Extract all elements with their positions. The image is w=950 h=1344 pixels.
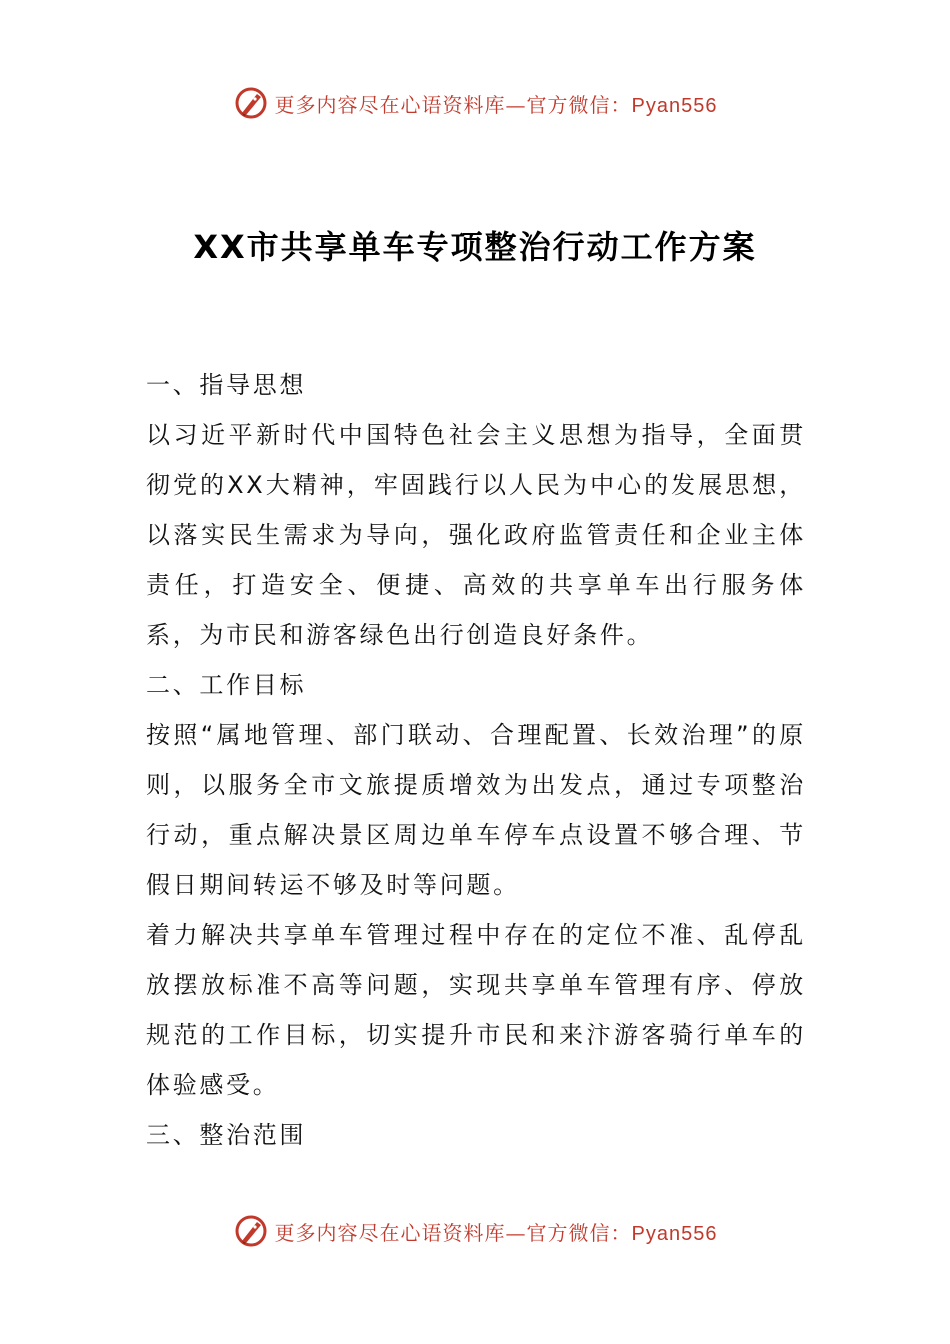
watermark-handle: Pyan556 — [631, 94, 718, 117]
paragraph-guiding-ideology: 以习近平新时代中国特色社会主义思想为指导，全面贯彻党的XX大精神，牢固践行以人民为中心的发展思想，以落实民生需求为导向，强化政府监管责任和企业主体责任，打造安全、便捷、高效的共享单车出行服务体系，为市民和游客绿色出行创造良好条件。 — [146, 421, 806, 649]
watermark-brand: 更多内容尽在心语资料库 — [274, 92, 506, 117]
watermark-text — [275, 89, 718, 118]
footer-watermark — [0, 1206, 950, 1256]
section-heading-scope: 三、整治范围 — [146, 1121, 307, 1149]
watermark-dash: — — [505, 92, 527, 117]
section-heading-guiding-ideology: 一、指导思想 — [146, 371, 307, 399]
paragraph-work-goals-1: 按照“属地管理、部门联动、合理配置、长效治理”的原则，以服务全市文旅提质增效为出发点，通过专项整治行动，重点解决景区周边单车停车点设置不够合理、节假日期间转运不够及时等问题。 — [146, 721, 806, 899]
pen-nib-logo-icon — [233, 1213, 269, 1249]
section-heading-work-goals: 二、工作目标 — [146, 671, 307, 699]
watermark-text — [275, 1217, 718, 1246]
watermark-handle: Pyan556 — [631, 1222, 718, 1245]
document-title: XX市共享单车专项整治行动工作方案 — [193, 228, 757, 266]
watermark-wechat-label: 官方微信： — [526, 92, 632, 117]
watermark-brand: 更多内容尽在心语资料库 — [274, 1220, 506, 1245]
paragraph-work-goals-2: 着力解决共享单车管理过程中存在的定位不准、乱停乱放摆放标准不高等问题，实现共享单车管理有序、停放规范的工作目标，切实提升市民和来汴游客骑行单车的体验感受。 — [146, 921, 806, 1099]
document-body — [146, 360, 806, 1160]
watermark-wechat-label: 官方微信： — [526, 1220, 632, 1245]
header-watermark — [0, 78, 950, 128]
pen-nib-logo-icon — [233, 85, 269, 121]
watermark-dash: — — [505, 1220, 527, 1245]
